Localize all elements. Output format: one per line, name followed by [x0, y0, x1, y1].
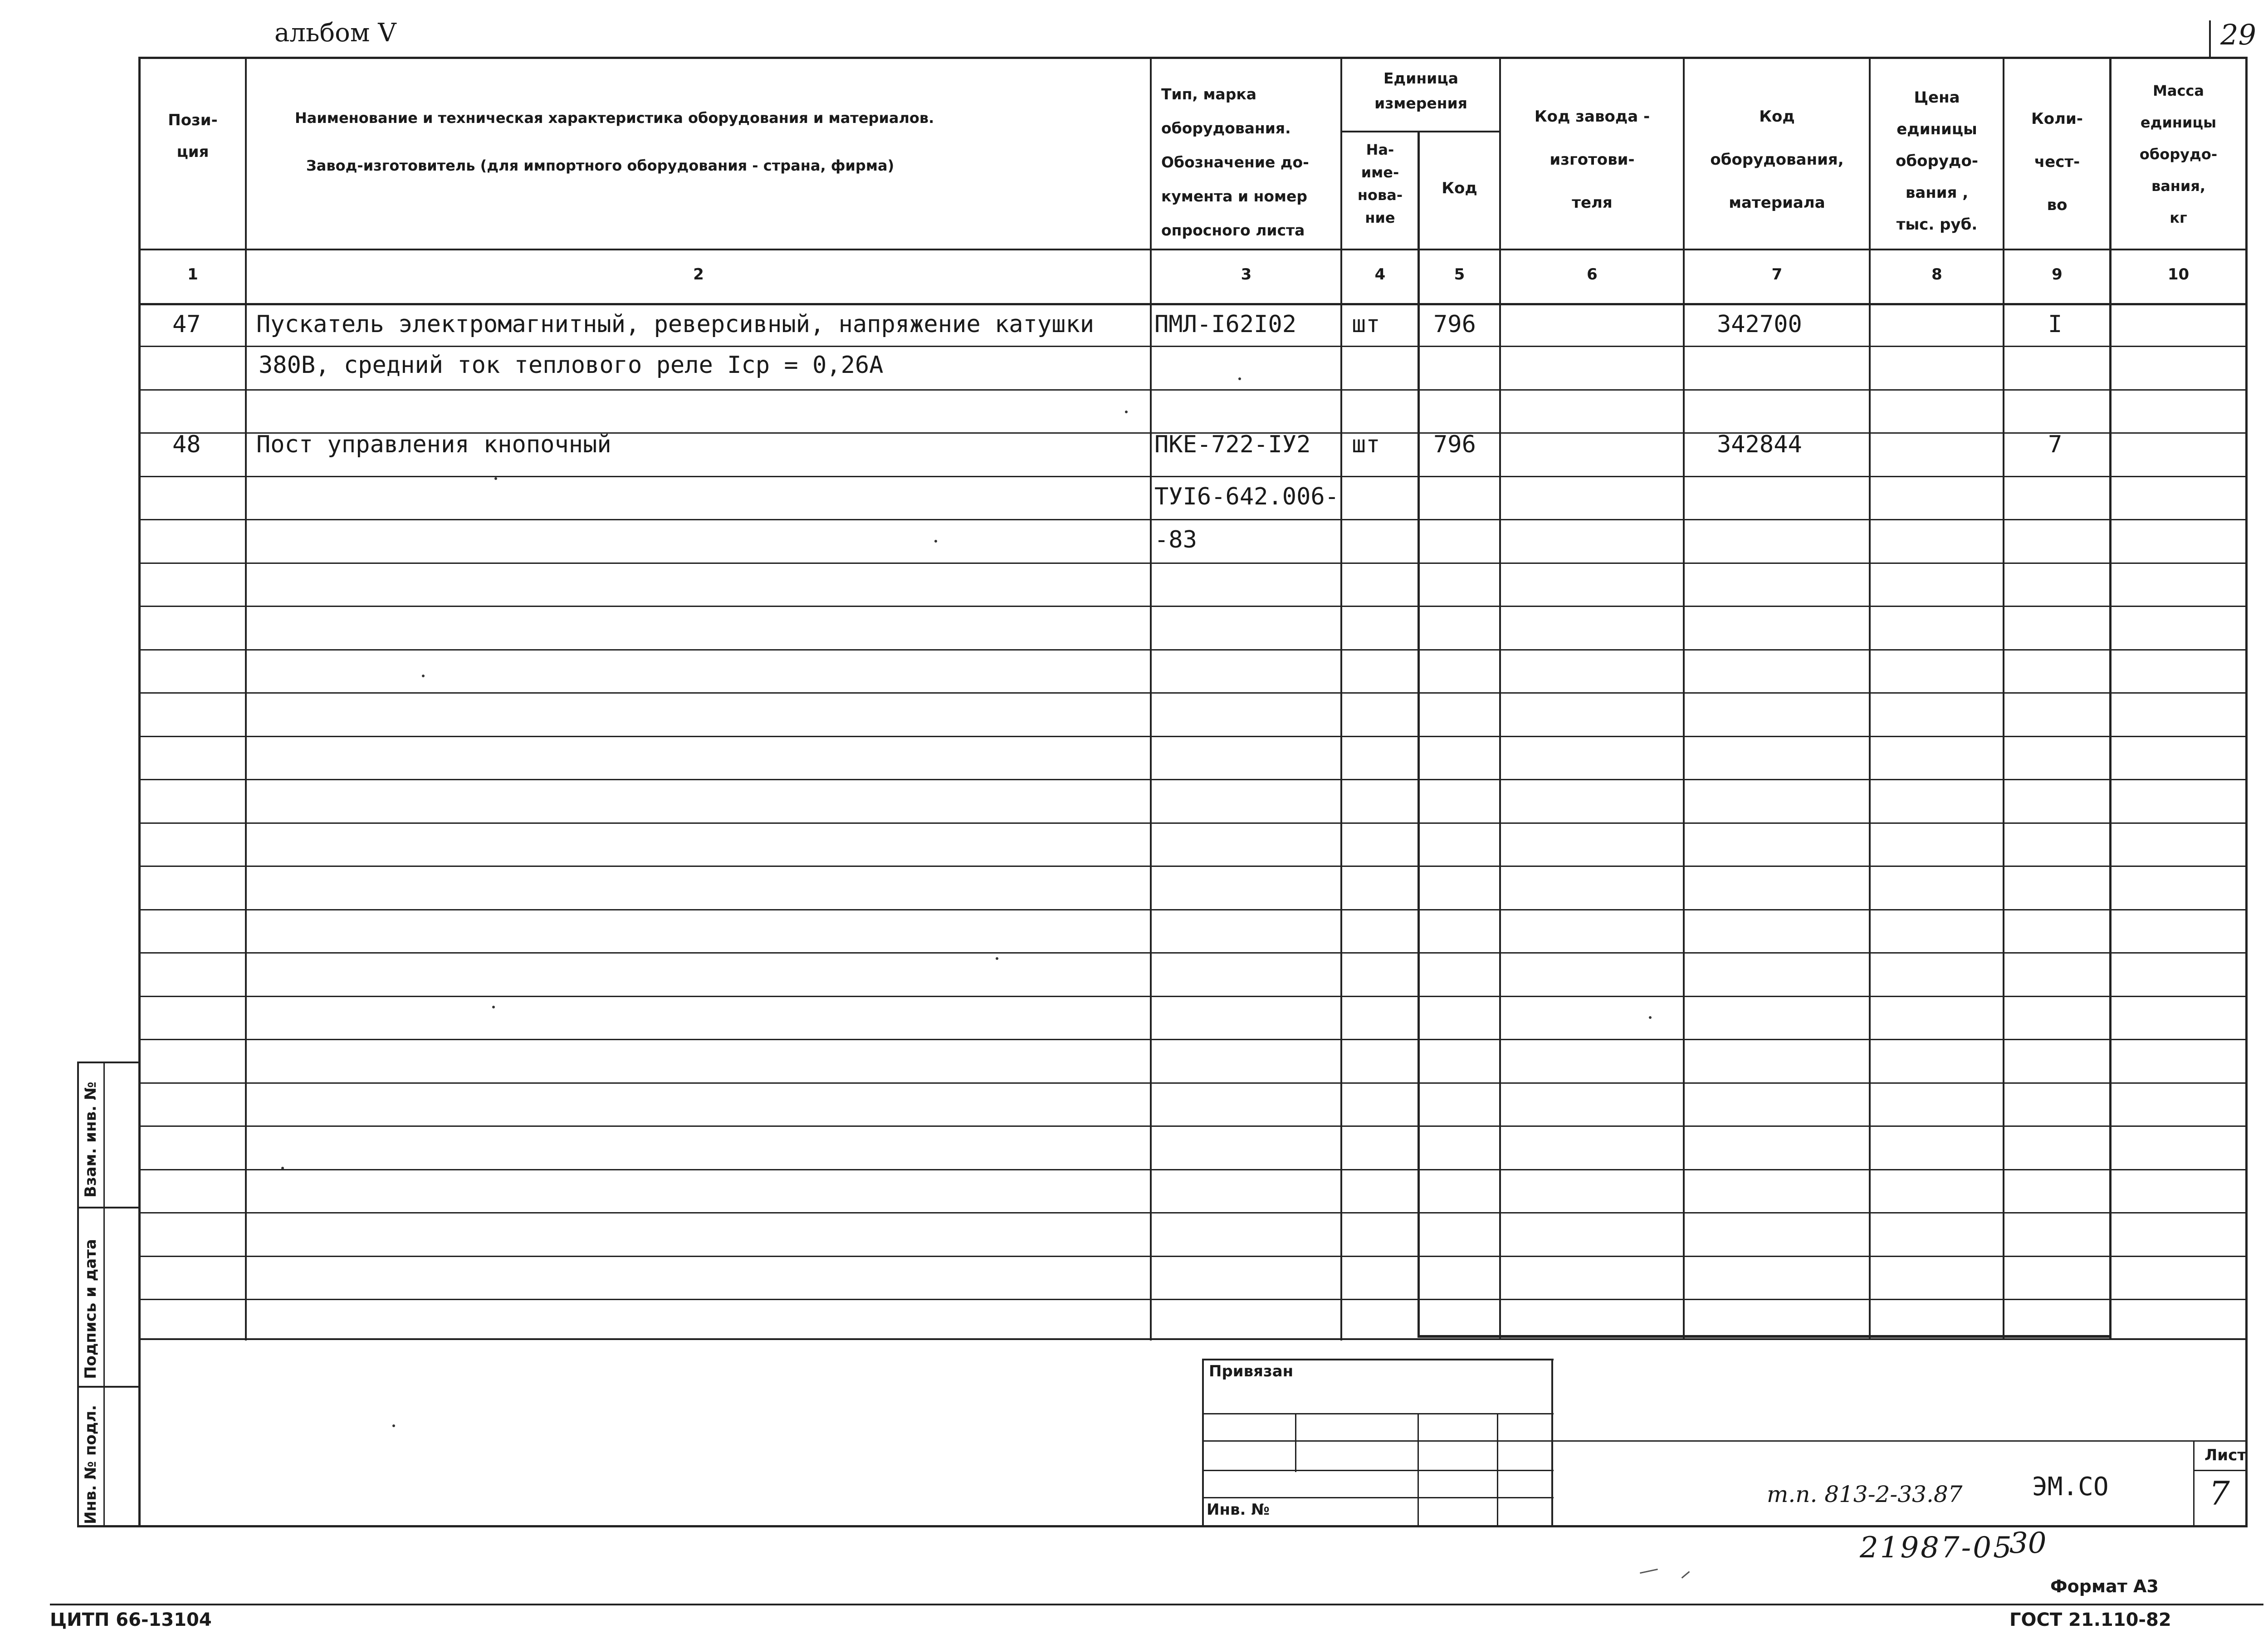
right-block-bottom [1418, 1335, 2112, 1338]
stamp-row-3 [1202, 1470, 1554, 1471]
title-block-top [1551, 1440, 2248, 1442]
pencil-mark [1681, 1571, 1690, 1578]
col-line-4 [1418, 131, 1420, 1337]
colnum-6: 6 [1587, 265, 1598, 284]
col-line-1 [245, 57, 247, 1340]
header-quantity: Коли- чест- во [2031, 110, 2083, 214]
row-48-type-cont1: ТУI6-642.006- [1154, 483, 1339, 510]
colnum-divider [138, 303, 2248, 305]
row-47-name: Пускатель электромагнитный, реверсивный, напряжение катушки [256, 311, 1095, 338]
speck [422, 675, 425, 677]
row-47-equipment-code: 342700 [1717, 311, 1802, 338]
speck [492, 1006, 495, 1008]
album-title: альбом V [274, 18, 396, 48]
row-separator [138, 389, 2248, 391]
colnum-1: 1 [187, 265, 198, 284]
stamp-inv-no: Инв. № [1207, 1501, 1270, 1519]
header-factory-code: Код завода - изготови- теля [1534, 108, 1650, 212]
row-47-type: ПМЛ-I62I02 [1154, 311, 1297, 338]
stamp-row-1 [1202, 1413, 1554, 1414]
colnum-4: 4 [1374, 265, 1386, 284]
colnum-8: 8 [1931, 265, 1942, 284]
row-separator [138, 996, 2248, 997]
speck [934, 540, 937, 543]
header-position: Пози- ция [168, 111, 218, 161]
frame-bottom [77, 1525, 2248, 1527]
stamp-row-4 [1202, 1497, 1554, 1498]
speck [1649, 1016, 1652, 1019]
col-line-9 [2109, 57, 2112, 1338]
col-line-7 [1869, 57, 1871, 1338]
row-separator [138, 476, 2248, 477]
colnum-2: 2 [693, 265, 704, 284]
stamp-box-right [1551, 1359, 1553, 1526]
row-48-unit: шт [1352, 431, 1380, 458]
side-label-vzam: Взам. инв. № [82, 1081, 100, 1198]
header-unit-group: Единица измерения [1374, 69, 1467, 112]
row-separator [138, 1299, 2248, 1300]
stamp-box-top [1202, 1359, 1554, 1360]
row-47-position: 47 [172, 311, 201, 338]
header-type: Тип, марка оборудования. Обозначение до- кумента и номер опросного листа [1161, 85, 1309, 239]
speck [996, 957, 998, 960]
row-separator [138, 1082, 2248, 1084]
side-stamp-divider [103, 1062, 105, 1526]
stamp-col-1 [1295, 1413, 1296, 1472]
colnum-3: 3 [1241, 265, 1252, 284]
gost-label: ГОСТ 21.110-82 [2009, 1610, 2171, 1630]
doc-code: т.п. 813-2-33.87 [1767, 1481, 1963, 1507]
row-separator [138, 952, 2248, 954]
page-number-top: 29 [2220, 18, 2256, 51]
side-stamp-sep1 [77, 1207, 140, 1208]
header-mass: Масса единицы оборудо- вания, кг [2139, 82, 2218, 226]
header-name-line1: Наименование и техническая характеристика оборудования и материалов. [295, 109, 934, 127]
doc-mark: ЭМ.СО [2032, 1472, 2109, 1502]
row-48-quantity: 7 [2048, 431, 2063, 458]
sheet-box-left [2193, 1440, 2195, 1526]
footer-line [50, 1604, 2263, 1605]
row-48-name: Пост управления кнопочный [256, 431, 611, 458]
row-48-unit-code: 796 [1433, 431, 1476, 458]
side-stamp-sep2 [77, 1386, 140, 1388]
side-label-podpis: Подпись и дата [82, 1239, 100, 1379]
col-line-2 [1150, 57, 1152, 1340]
stamp-box-left [1202, 1359, 1204, 1526]
header-unit-name: На- име- нова- ние [1357, 141, 1403, 226]
header-divider [138, 249, 2248, 250]
side-stamp-left [77, 1062, 79, 1526]
archive-number: 21987-05 [1860, 1531, 2014, 1565]
row-separator [138, 1125, 2248, 1127]
row-48-type-cont2: -83 [1154, 526, 1197, 553]
colnum-7: 7 [1771, 265, 1783, 284]
unit-group-divider [1340, 131, 1499, 132]
row-separator [138, 606, 2248, 607]
archive-page: 30 [2009, 1526, 2047, 1560]
row-48-type: ПКЕ-722-IУ2 [1154, 431, 1311, 458]
col-line-3 [1340, 57, 1342, 1340]
row-separator [138, 519, 2248, 520]
top-page-divider [2209, 20, 2211, 59]
row-separator [138, 866, 2248, 867]
speck [1238, 377, 1241, 380]
row-47-name-cont: 380В, средний ток теплового реле Iср = 0,26А [259, 352, 884, 379]
col-line-5 [1499, 57, 1501, 1338]
row-separator [138, 1039, 2248, 1040]
speck [494, 477, 497, 480]
side-stamp-top [77, 1062, 140, 1063]
stamp-col-2 [1418, 1413, 1419, 1526]
stamp-row-2 [1202, 1440, 1554, 1442]
header-equipment-code: Код оборудования, материала [1710, 108, 1844, 212]
row-47-unit-code: 796 [1433, 311, 1476, 338]
speck [281, 1167, 284, 1169]
sheet-number: 7 [2209, 1474, 2230, 1512]
colnum-9: 9 [2052, 265, 2063, 284]
frame-right [2245, 57, 2248, 1526]
header-name-line2: Завод-изготовитель (для импортного оборудования - страна, фирма) [306, 157, 894, 174]
colnum-10: 10 [2167, 265, 2190, 284]
header-unit-code: Код [1442, 179, 1477, 197]
side-label-inv: Инв. № подл. [82, 1404, 100, 1524]
row-separator [138, 346, 2248, 347]
speck [392, 1424, 395, 1427]
footer-left-code: ЦИТП 66-13104 [50, 1610, 212, 1630]
row-separator [138, 779, 2248, 780]
row-separator [138, 649, 2248, 651]
row-48-equipment-code: 342844 [1717, 431, 1802, 458]
row-separator [138, 692, 2248, 694]
colnum-5: 5 [1454, 265, 1465, 284]
col-line-6 [1683, 57, 1685, 1338]
pencil-mark [1640, 1569, 1658, 1574]
speck [1125, 411, 1128, 413]
row-separator [138, 822, 2248, 824]
row-separator [138, 563, 2248, 564]
sheet-box-divider [2193, 1470, 2248, 1471]
stamp-privyazan: Привязан [1209, 1362, 1294, 1380]
row-separator [138, 909, 2248, 910]
row-47-unit: шт [1352, 311, 1380, 338]
row-48-position: 48 [172, 431, 201, 458]
header-price: Цена единицы оборудо- вания , тыс. руб. [1896, 88, 1978, 234]
format-label: Формат А3 [2050, 1576, 2159, 1596]
row-separator [138, 1212, 2248, 1213]
sheet-label: Лист [2204, 1446, 2246, 1464]
row-separator [138, 1169, 2248, 1170]
col-line-8 [2003, 57, 2004, 1338]
row-47-quantity: I [2048, 311, 2063, 338]
row-separator [138, 736, 2248, 737]
row-separator [138, 1256, 2248, 1257]
frame-top [138, 57, 2248, 59]
stamp-col-3 [1497, 1413, 1498, 1526]
table-bottom [138, 1338, 2248, 1340]
